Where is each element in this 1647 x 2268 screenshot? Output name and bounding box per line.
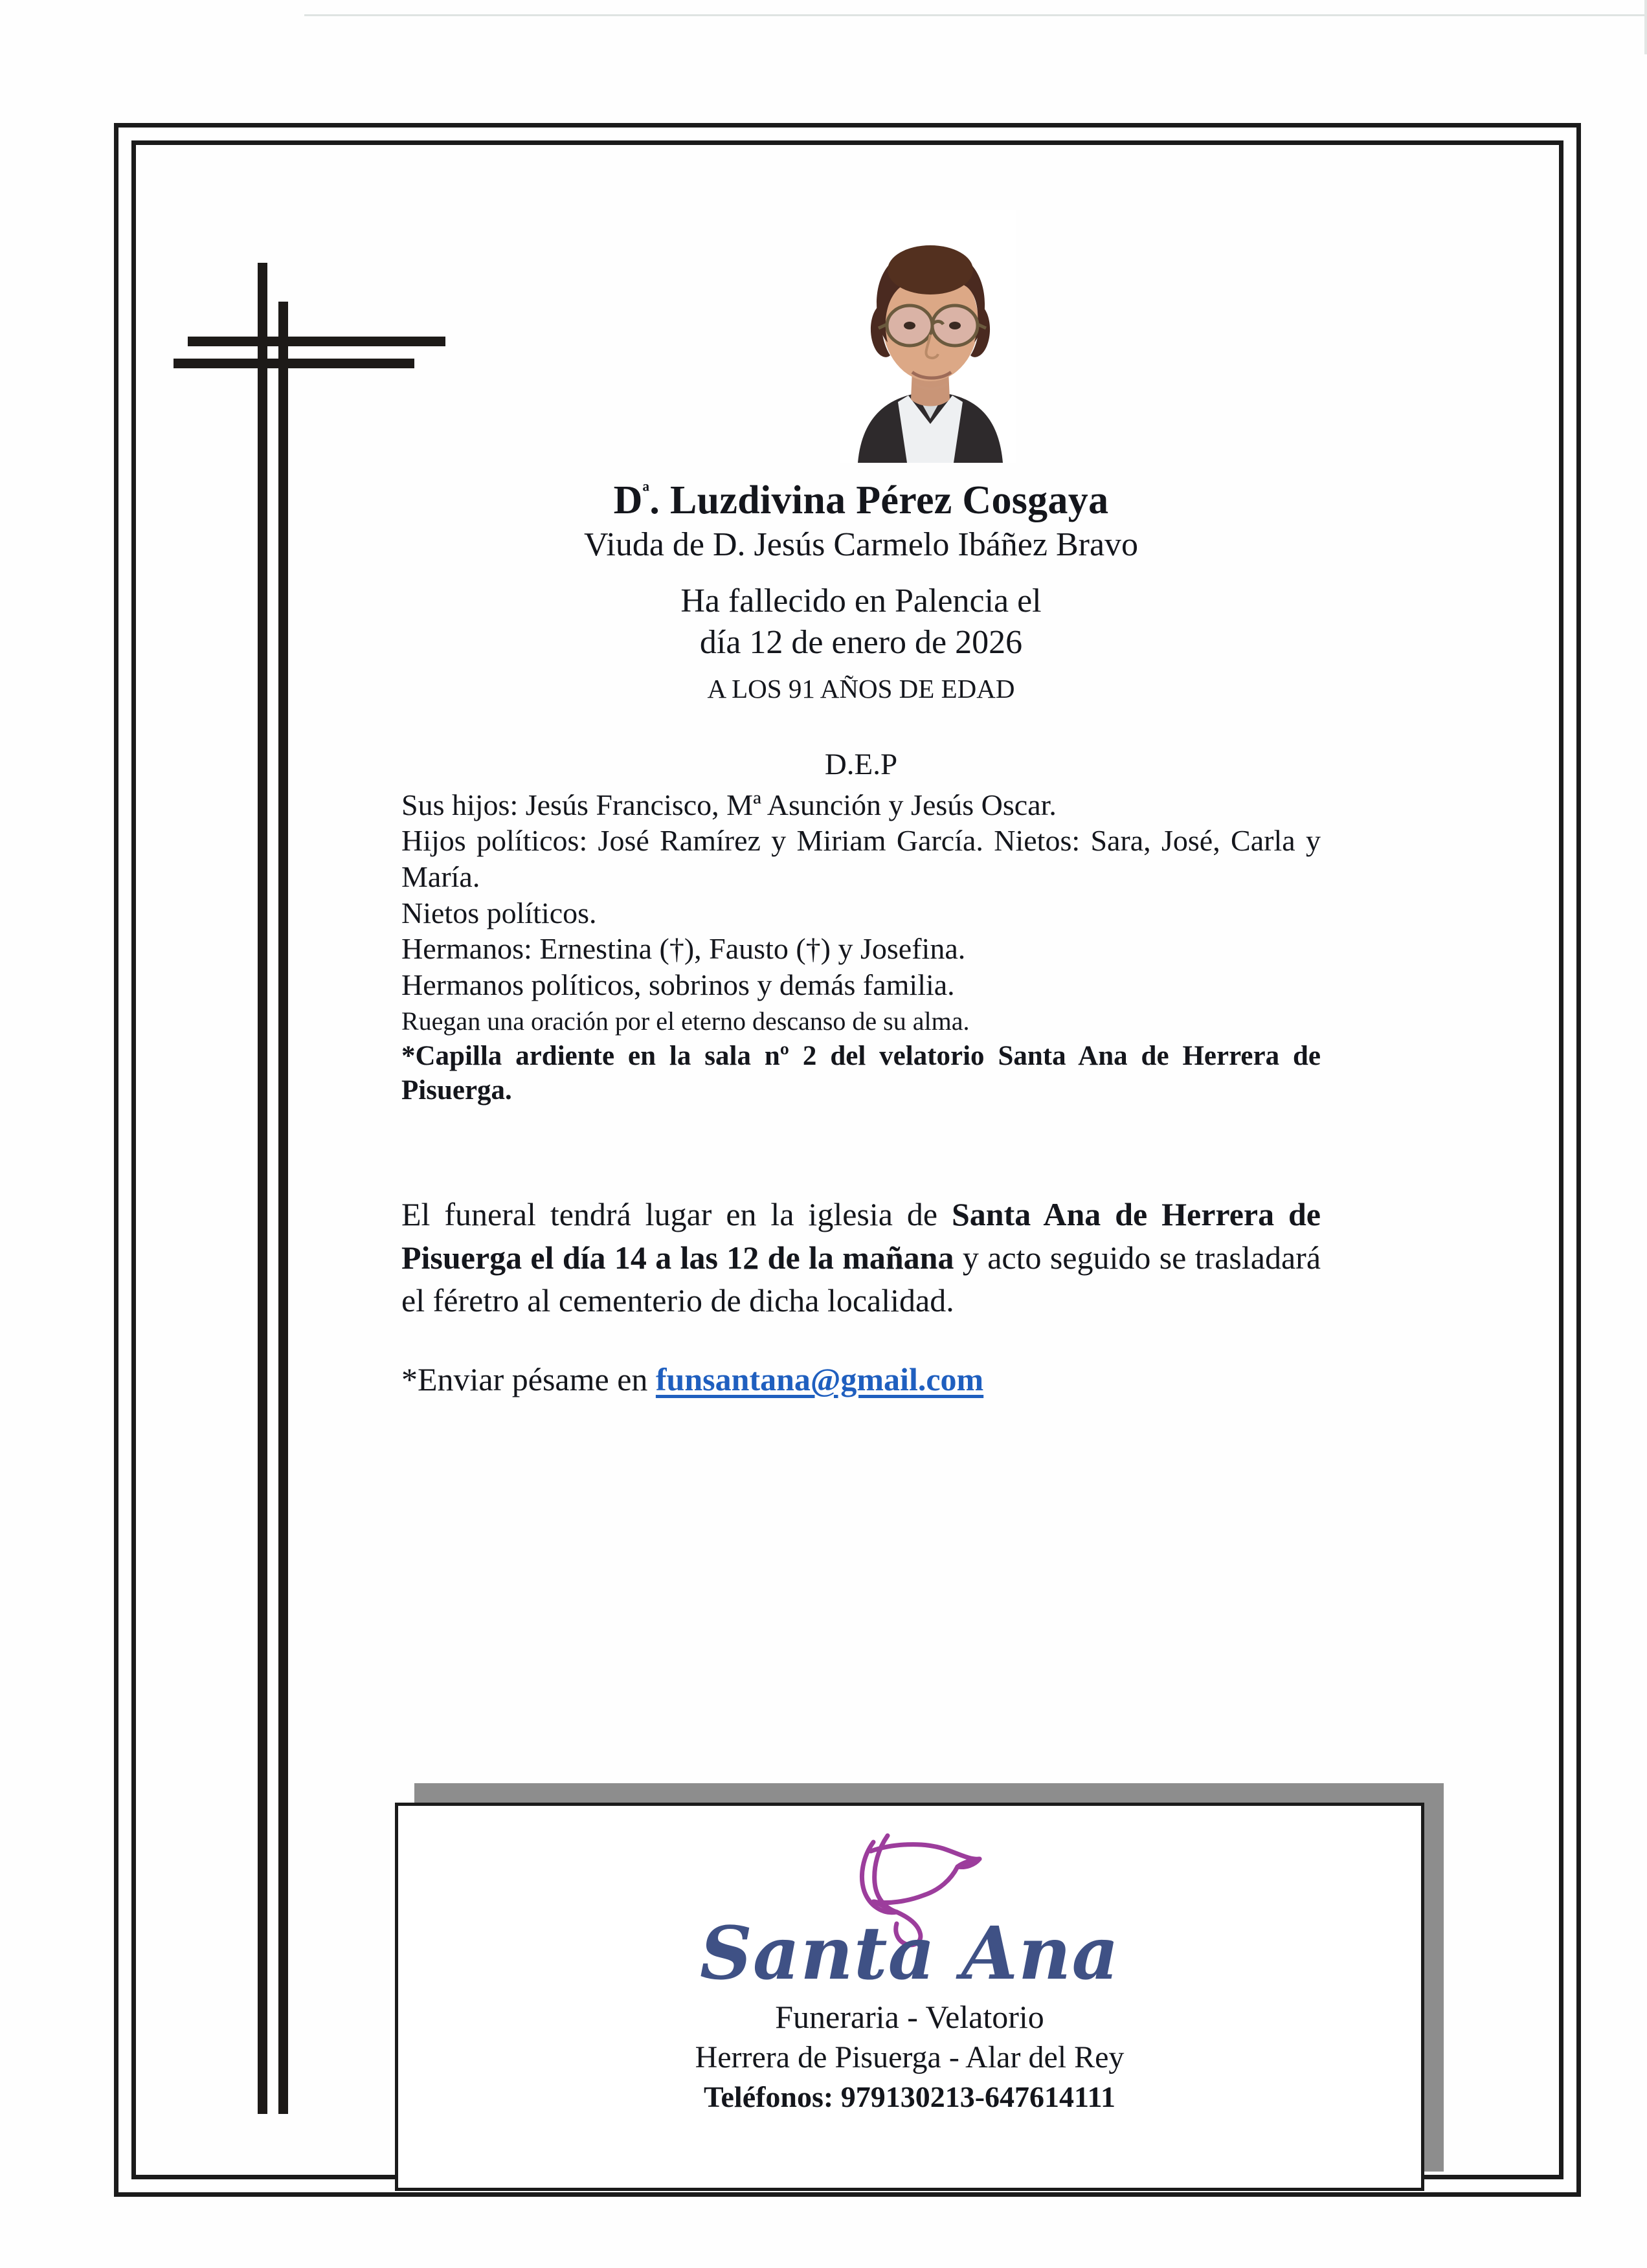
funeral-text-emphasis: Santa Ana de Herrera de Pisuerga el día 14 a las 12 de la mañana: [401, 1196, 1321, 1276]
deceased-name: [401, 479, 1321, 522]
deceased-name-text: . Luzdivina Pérez Cosgaya: [649, 478, 1109, 522]
deceased-honorific: $D^ª$: [613, 478, 650, 522]
condolence-email-link[interactable]: funsantana@gmail.com: [655, 1361, 984, 1397]
funeral-details-paragraph: [401, 1193, 1321, 1322]
funeral-home-cities: Herrera de Pisuerga - Alar del Rey: [695, 2040, 1125, 2075]
cross-vertical-bar-right: [278, 302, 288, 2114]
scan-edge-top: [304, 14, 1647, 16]
family-line-siblings-in-law: Hermanos políticos, sobrinos y demás familia.: [401, 968, 955, 1002]
spouse-line: Viuda de D. Jesús Carmelo Ibáñez Bravo: [583, 526, 1139, 563]
condolence-line: [401, 1360, 1321, 1399]
family-line-grandchildren-in-law: Nietos políticos.: [401, 896, 597, 929]
family-line-siblings: Hermanos: Ernestina (†), Fausto (†) y Josefina.: [401, 932, 966, 966]
family-line-children-in-law: Hijos políticos: José Ramírez y Miriam García. Nietos: Sara, José, Carla y María.: [401, 824, 1321, 894]
death-place-line: Ha fallecido en Palencia el: [680, 583, 1042, 620]
dep-line: D.E.P: [824, 748, 898, 782]
funeral-text-part-1: El funeral tendrá lugar en la iglesia de: [401, 1196, 952, 1233]
honorific-superscript: ª: [642, 479, 650, 505]
family-list: [401, 787, 1321, 1003]
family-line-children: Sus hijos: Jesús Francisco, Mª Asunción y Jesús Oscar.: [401, 788, 1057, 821]
scan-edge-right: [1644, 0, 1647, 54]
funeral-home-card: [395, 1803, 1424, 2191]
funeral-home-brand-name: Santa Ana: [699, 1911, 1120, 1996]
cross-vertical-bar-left: [258, 263, 267, 2114]
death-date-line: día 12 de enero de 2026: [699, 623, 1023, 661]
funeral-text-part-2: y acto seguido se trasladará el féretro al cementerio de dicha localidad.: [401, 1239, 1321, 1319]
cross-horizontal-bar-upper: [188, 337, 445, 346]
cross-horizontal-bar-lower: [174, 359, 414, 368]
chapel-note: *Capilla ardiente en la sala nº 2 del velatorio Santa Ana de Herrera de Pisuerga.: [401, 1041, 1321, 1106]
obituary-content: [401, 479, 1321, 1399]
deceased-portrait-photo: [840, 210, 1016, 463]
funeral-home-services: Funeraria - Velatorio: [775, 1999, 1044, 2036]
prayer-request-line: Ruegan una oración por el eterno descanso de su alma.: [401, 1006, 970, 1036]
age-line: A LOS 91 AÑOS DE EDAD: [707, 674, 1015, 704]
funeral-home-phones: Teléfonos: 979130213-647614111: [704, 2080, 1115, 2114]
condolence-prefix: *Enviar pésame en: [401, 1361, 656, 1397]
